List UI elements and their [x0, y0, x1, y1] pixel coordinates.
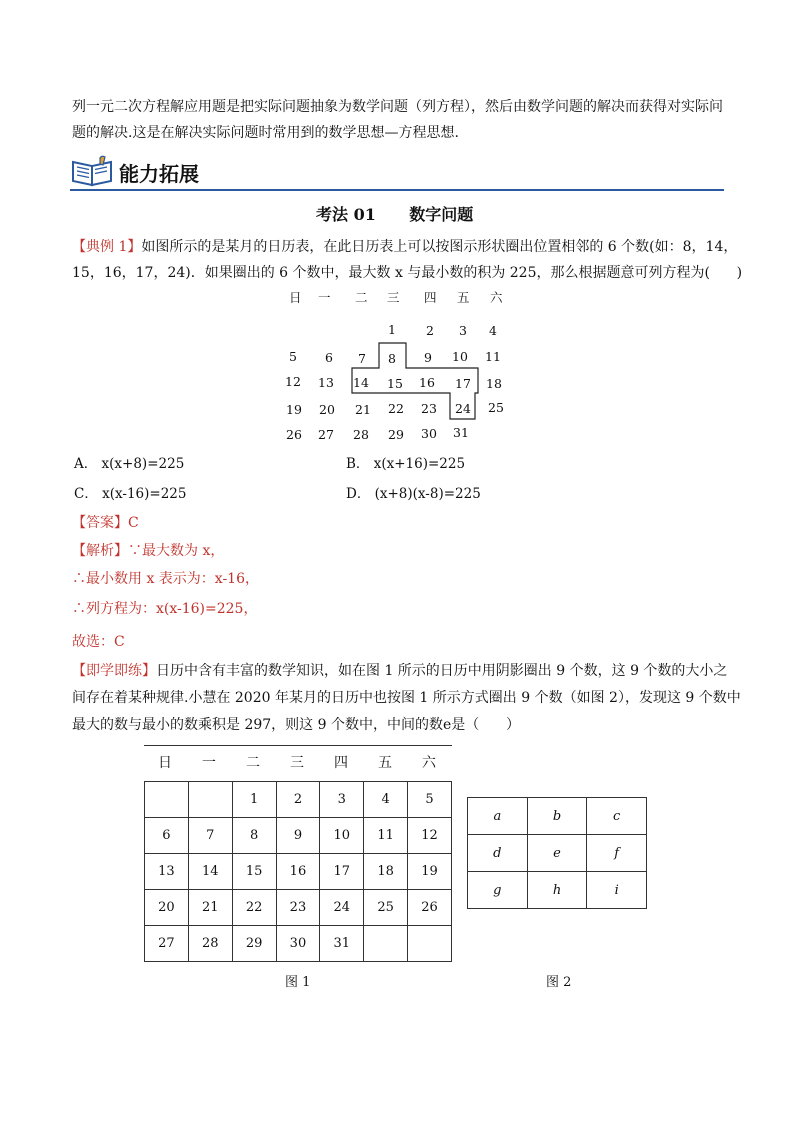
- fig1-weekday: 一: [202, 755, 216, 771]
- fig1-day-cell: 15: [232, 854, 276, 890]
- weekday-thu: 四: [424, 290, 437, 305]
- fig2-letter-cell: e: [527, 835, 587, 872]
- day-cell: 21: [355, 402, 371, 417]
- fig2-row: [468, 872, 647, 909]
- weekday-sat: 六: [490, 290, 503, 305]
- fig2-letter-cell: b: [527, 798, 587, 835]
- day-cell: 20: [319, 402, 335, 417]
- fig1-day-cell: 13: [145, 854, 189, 890]
- day-cell: 19: [286, 402, 302, 417]
- option-a: A． x(x+8)=225: [74, 456, 185, 472]
- fig1-day-cell: 12: [408, 818, 452, 854]
- fig2-letter-cell: f: [587, 835, 647, 872]
- fig1-day-cell: 30: [276, 926, 320, 962]
- fig1-day-cell: 24: [320, 890, 364, 926]
- day-cell: 4: [489, 323, 497, 338]
- weekday-tue: 二: [355, 290, 368, 305]
- fig1-row: [145, 890, 452, 926]
- fig1-row: [145, 854, 452, 890]
- fig1-header: [144, 752, 452, 772]
- fig1-day-cell: 3: [320, 782, 364, 818]
- day-cell: 9: [424, 350, 432, 365]
- day-cell: 12: [285, 374, 301, 389]
- answer-value: C: [128, 515, 139, 531]
- analysis-line-1: [72, 542, 224, 560]
- fig2-letter-cell: c: [587, 798, 647, 835]
- example-line-2: 15，16，17，24)．如果圈出的 6 个数中，最大数 x 与最小数的积为 225，那么根据题意可列方程为( ): [72, 265, 743, 281]
- fig1-day-cell: 28: [188, 926, 232, 962]
- fig1-day-cell: 10: [320, 818, 364, 854]
- day-cell: 3: [459, 323, 467, 338]
- fig1-day-cell: 7: [188, 818, 232, 854]
- fig1-day-cell: 23: [276, 890, 320, 926]
- example-calendar: [280, 288, 510, 448]
- day-cell: 23: [421, 401, 437, 416]
- example-line-1: 如图所示的是某月的日历表，在此日历表上可以按图示形状圈出位置相邻的 6 个数(如：8，14，: [141, 239, 738, 255]
- answer: [72, 514, 139, 532]
- fig2-letter-cell: a: [468, 798, 528, 835]
- analysis-line-3: ∴列方程为：x(x-16)=225，: [72, 601, 258, 617]
- intro-line-2: 题的解决.这是在解决实际问题时常用到的数学思想—方程思想.: [72, 125, 459, 141]
- fig1-day-cell: 4: [364, 782, 408, 818]
- fig1-day-cell: 31: [320, 926, 364, 962]
- day-cell: 13: [318, 375, 334, 390]
- fig1-day-cell: 20: [145, 890, 189, 926]
- fig1-day-cell: 9: [276, 818, 320, 854]
- analysis-line-4: 故选：C: [72, 634, 125, 650]
- day-cell: 22: [388, 401, 404, 416]
- fig1-weekday: 三: [290, 755, 304, 771]
- answer-label: 【答案】: [72, 515, 128, 531]
- option-d: D． (x+8)(x-8)=225: [346, 486, 481, 502]
- analysis-text-1: ∵最大数为 x，: [128, 543, 225, 559]
- section-title: 能力拓展: [119, 162, 199, 186]
- fig2-letter-cell: g: [468, 872, 528, 909]
- fig2-letter-cell: i: [587, 872, 647, 909]
- example-label: 【典例 1】: [72, 239, 142, 255]
- fig1-day-cell: 8: [232, 818, 276, 854]
- day-cell: 7: [358, 351, 366, 366]
- day-cell: 24: [455, 401, 471, 416]
- method-title: 考法 01 数字问题: [316, 205, 474, 224]
- weekday-sun: 日: [289, 290, 302, 305]
- fig1-day-cell: 25: [364, 890, 408, 926]
- fig1-day-cell: 19: [408, 854, 452, 890]
- fig2-row: [468, 798, 647, 835]
- fig1-day-cell: 22: [232, 890, 276, 926]
- selection-outline: [280, 288, 510, 448]
- fig1-day-cell: 29: [232, 926, 276, 962]
- day-cell: 28: [353, 427, 369, 442]
- fig1-day-cell: 1: [232, 782, 276, 818]
- weekday-wed: 三: [387, 290, 400, 305]
- fig1-day-cell: 18: [364, 854, 408, 890]
- day-cell: 8: [388, 351, 396, 366]
- fig1-day-cell: 26: [408, 890, 452, 926]
- day-cell: 6: [325, 350, 333, 365]
- day-cell: 27: [318, 427, 334, 442]
- day-cell: 5: [289, 349, 297, 364]
- day-cell: 25: [488, 400, 504, 415]
- practice-line-2: 间存在着某种规律.小慧在 2020 年某月的日历中也按图 1 所示方式圈出 9 个数（如图 2），发现这 9 个数中: [72, 690, 741, 706]
- day-cell: 14: [353, 375, 369, 390]
- day-cell: 29: [388, 427, 404, 442]
- day-cell: 26: [286, 427, 302, 442]
- fig1-row: [145, 926, 452, 962]
- fig1-calendar-table: [144, 781, 452, 962]
- day-cell: 31: [453, 425, 469, 440]
- fig1-day-cell: [145, 782, 189, 818]
- open-book-icon: [70, 154, 116, 188]
- fig1-weekday: 五: [378, 755, 392, 771]
- day-cell: 16: [419, 375, 435, 390]
- intro-line-1: 列一元二次方程解应用题是把实际问题抽象为数学问题（列方程），然后由数学问题的解决而获得对实际问: [72, 99, 723, 115]
- day-cell: 17: [455, 376, 471, 391]
- fig1-day-cell: 11: [364, 818, 408, 854]
- fig2-letter-cell: h: [527, 872, 587, 909]
- fig1-day-cell: 16: [276, 854, 320, 890]
- analysis-line-2: ∴最小数用 x 表示为：x-16，: [72, 571, 259, 587]
- fig1-caption: 图 1: [285, 975, 311, 990]
- day-cell: 30: [421, 426, 437, 441]
- fig1-day-cell: 17: [320, 854, 364, 890]
- fig1-day-cell: 2: [276, 782, 320, 818]
- fig1-row: [145, 818, 452, 854]
- day-cell: 10: [452, 349, 468, 364]
- practice-line-1: 日历中含有丰富的数学知识，如在图 1 所示的日历中用阴影圈出 9 个数，这 9 个数的大小之: [156, 663, 728, 679]
- weekday-mon: 一: [318, 290, 331, 305]
- day-cell: 15: [387, 376, 403, 391]
- analysis-label: 【解析】: [72, 543, 128, 559]
- fig1-day-cell: [408, 926, 452, 962]
- fig1-day-cell: 21: [188, 890, 232, 926]
- practice-label: 【即学即练】: [72, 663, 156, 679]
- option-b: B． x(x+16)=225: [346, 456, 466, 472]
- fig1-weekday: 二: [246, 755, 260, 771]
- fig1-day-cell: 27: [145, 926, 189, 962]
- fig1-day-cell: 5: [408, 782, 452, 818]
- fig1-weekday: 六: [422, 755, 436, 771]
- practice-line-3: 最大的数与最小的数乘积是 297，则这 9 个数中，中间的数e是（ ）: [72, 717, 520, 733]
- fig1-day-cell: [364, 926, 408, 962]
- fig1-day-cell: 14: [188, 854, 232, 890]
- fig1-row: [145, 782, 452, 818]
- day-cell: 11: [485, 349, 501, 364]
- weekday-fri: 五: [457, 290, 470, 305]
- fig2-letter-cell: d: [468, 835, 528, 872]
- fig2-caption: 图 2: [546, 975, 572, 990]
- day-cell: 2: [426, 323, 434, 338]
- fig2-grid: [467, 797, 647, 909]
- fig2-row: [468, 835, 647, 872]
- fig1-day-cell: 6: [145, 818, 189, 854]
- fig1-day-cell: [188, 782, 232, 818]
- day-cell: 1: [388, 322, 396, 337]
- fig1-weekday: 四: [334, 755, 348, 771]
- section-divider: [70, 189, 724, 191]
- fig1-top-rule: [144, 745, 452, 746]
- day-cell: 18: [486, 376, 502, 391]
- option-c: C． x(x-16)=225: [74, 486, 187, 502]
- fig1-weekday: 日: [158, 755, 172, 771]
